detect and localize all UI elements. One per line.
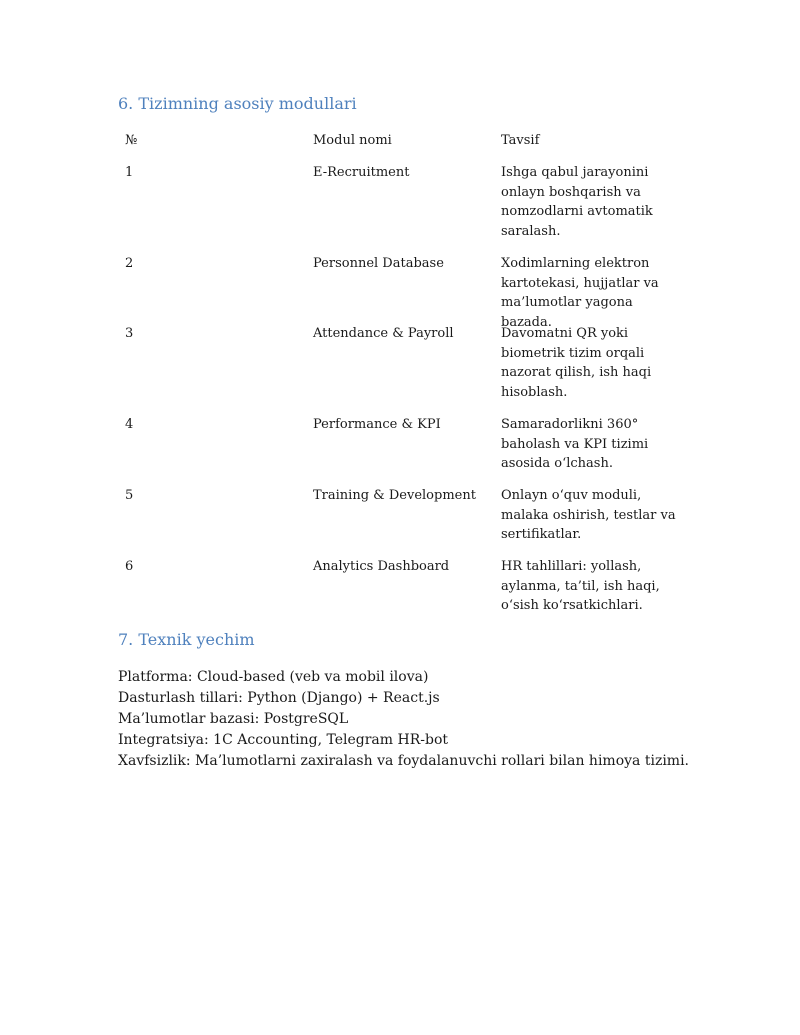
table-cell-name: Performance & KPI bbox=[313, 417, 441, 432]
table-cell-no: 6 bbox=[125, 559, 134, 574]
table-cell-name: Attendance & Payroll bbox=[313, 326, 454, 341]
table-header-name: Modul nomi bbox=[313, 133, 392, 148]
table-cell-no: 2 bbox=[125, 256, 134, 271]
table-header-no: № bbox=[125, 133, 138, 148]
tech-line-security: Xavfsizlik: Ma’lumotlarni zaxiralash va foydalanuvchi rollari bilan himoya tizimi. bbox=[118, 753, 689, 769]
table-cell-no: 1 bbox=[125, 165, 134, 180]
section-heading-modules: 6. Tizimning asosiy modullari bbox=[118, 94, 357, 113]
table-cell-desc: Ishga qabul jarayonini onlayn boshqarish va nomzodlarni avtomatik saralash. bbox=[501, 165, 653, 239]
table-cell-desc: Xodimlarning elektron kartotekasi, hujjatlar va ma’lumotlar yagona bazada. bbox=[501, 256, 659, 330]
technical-solution-text bbox=[118, 667, 689, 772]
table-cell-no: 5 bbox=[125, 488, 134, 503]
table-cell-name: Analytics Dashboard bbox=[313, 559, 450, 574]
table-cell-desc: Onlayn o‘quv moduli, malaka oshirish, testlar va sertifikatlar. bbox=[501, 488, 676, 542]
table-header-desc: Tavsif bbox=[501, 133, 540, 148]
table-cell-name: E-Recruitment bbox=[313, 165, 410, 180]
table-cell-no: 4 bbox=[125, 417, 134, 432]
table-cell-no: 3 bbox=[125, 326, 134, 341]
table-cell-desc: Samaradorlikni 360° baholash va KPI tizimi asosida o‘lchash. bbox=[501, 417, 649, 471]
table-cell-name: Training & Development bbox=[313, 488, 476, 503]
tech-line-database: Ma’lumotlar bazasi: PostgreSQL bbox=[118, 711, 349, 727]
table-cell-desc: Davomatni QR yoki biometrik tizim orqali nazorat qilish, ish haqi hisoblash. bbox=[501, 326, 652, 400]
table-cell-name: Personnel Database bbox=[313, 256, 444, 271]
tech-line-integration: Integratsiya: 1C Accounting, Telegram HR-bot bbox=[118, 732, 448, 748]
table-cell-desc: HR tahlillari: yollash, aylanma, ta’til, ish haqi, o‘sish ko‘rsatkichlari. bbox=[501, 559, 660, 613]
section-heading-technical: 7. Texnik yechim bbox=[118, 630, 255, 649]
tech-line-platform: Platforma: Cloud-based (veb va mobil ilova) bbox=[118, 669, 429, 685]
tech-line-languages: Dasturlash tillari: Python (Django) + React.js bbox=[118, 690, 440, 706]
